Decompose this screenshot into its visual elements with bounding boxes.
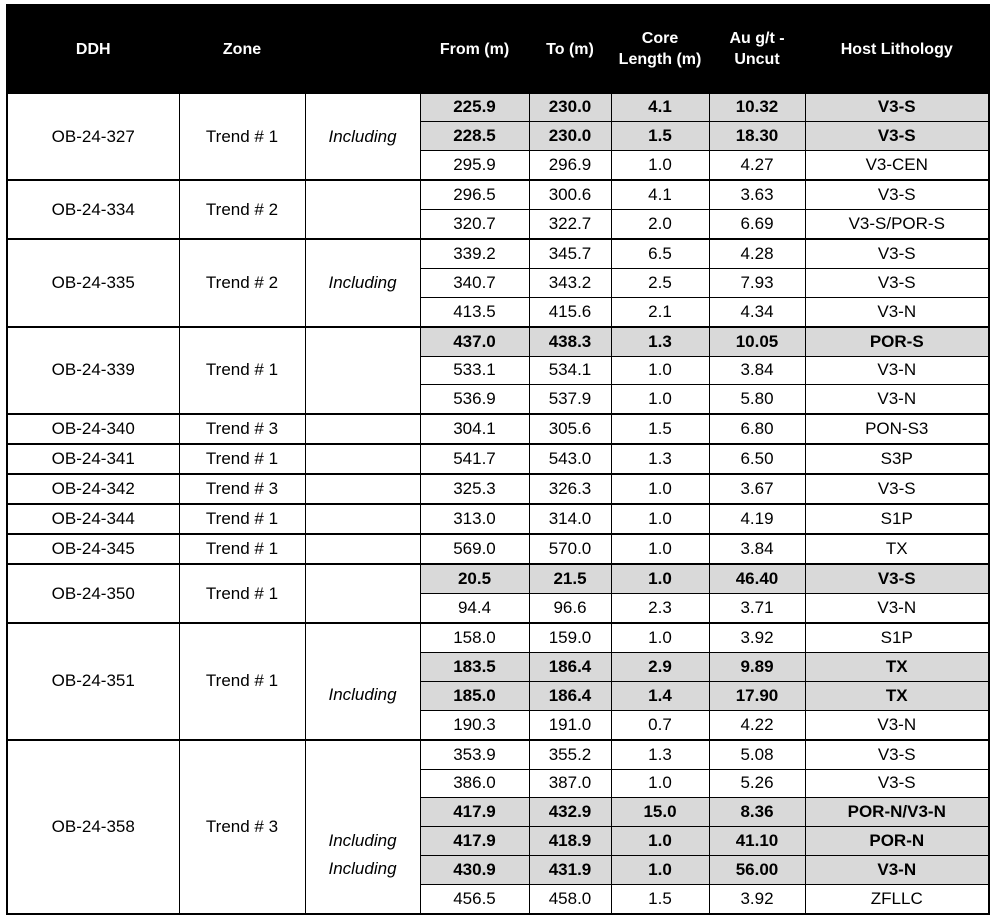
core-length-cell: 2.9 <box>611 652 709 681</box>
au-grade-cell: 5.80 <box>709 385 805 414</box>
core-length-cell: 1.0 <box>611 474 709 504</box>
table-row <box>7 180 989 209</box>
including-label <box>306 653 420 681</box>
from-cell: 339.2 <box>420 239 529 268</box>
ddh-cell: OB-24-339 <box>7 327 179 415</box>
table-row <box>7 504 989 534</box>
from-cell: 225.9 <box>420 93 529 122</box>
core-length-cell: 1.0 <box>611 564 709 593</box>
from-cell: 353.9 <box>420 740 529 769</box>
core-length-cell: 1.5 <box>611 885 709 914</box>
host-lithology-cell: V3-S <box>805 740 989 769</box>
from-cell: 190.3 <box>420 710 529 739</box>
au-grade-cell: 10.32 <box>709 93 805 122</box>
to-cell: 305.6 <box>529 414 611 444</box>
to-cell: 570.0 <box>529 534 611 564</box>
to-cell: 314.0 <box>529 504 611 534</box>
au-grade-cell: 4.22 <box>709 710 805 739</box>
au-grade-cell: 3.84 <box>709 356 805 385</box>
ddh-cell: OB-24-350 <box>7 564 179 623</box>
ddh-cell: OB-24-334 <box>7 180 179 239</box>
host-lithology-cell: V3-N <box>805 710 989 739</box>
including-label <box>306 182 420 210</box>
ddh-cell: OB-24-344 <box>7 504 179 534</box>
including-label: Including <box>328 830 397 850</box>
from-cell: 304.1 <box>420 414 529 444</box>
header-to: To (m) <box>529 5 611 93</box>
from-cell: 456.5 <box>420 885 529 914</box>
core-length-cell: 1.5 <box>611 414 709 444</box>
including-label: Including <box>328 272 397 292</box>
host-lithology-cell: TX <box>805 652 989 681</box>
ddh-cell: OB-24-327 <box>7 93 179 180</box>
table-row <box>7 564 989 593</box>
including-cell <box>305 414 420 444</box>
drill-results-table <box>6 4 990 915</box>
including-cell <box>305 534 420 564</box>
core-length-cell: 1.0 <box>611 623 709 652</box>
au-grade-cell: 56.00 <box>709 856 805 885</box>
header-host: Host Lithology <box>805 5 989 93</box>
from-cell: 183.5 <box>420 652 529 681</box>
including-label <box>306 535 420 563</box>
core-length-cell: 2.5 <box>611 268 709 297</box>
from-cell: 569.0 <box>420 534 529 564</box>
au-grade-cell: 3.92 <box>709 885 805 914</box>
host-lithology-cell: V3-S <box>805 93 989 122</box>
core-length-cell: 1.0 <box>611 769 709 798</box>
including-label <box>306 505 420 533</box>
including-cell <box>305 327 420 415</box>
host-lithology-cell: V3-S <box>805 474 989 504</box>
including-label <box>306 241 420 269</box>
header-au-line1: Au g/t - <box>729 30 785 48</box>
host-lithology-cell: PON-S3 <box>805 414 989 444</box>
host-lithology-cell: ZFLLC <box>805 885 989 914</box>
table-body <box>7 93 989 914</box>
header-zone: Zone <box>179 5 305 93</box>
including-label <box>306 883 420 911</box>
including-cell <box>305 180 420 239</box>
including-label: Including <box>328 126 397 146</box>
host-lithology-cell: V3-N <box>805 385 989 414</box>
ddh-cell: OB-24-351 <box>7 623 179 740</box>
host-lithology-cell: V3-N <box>805 297 989 326</box>
including-label <box>306 445 420 473</box>
including-label <box>306 328 420 356</box>
to-cell: 418.9 <box>529 827 611 856</box>
host-lithology-cell: TX <box>805 681 989 710</box>
to-cell: 343.2 <box>529 268 611 297</box>
au-grade-cell: 4.28 <box>709 239 805 268</box>
zone-cell: Trend # 2 <box>179 180 305 239</box>
table-row <box>7 474 989 504</box>
including-label <box>306 743 420 771</box>
from-cell: 417.9 <box>420 827 529 856</box>
including-label <box>306 151 420 179</box>
including-label <box>306 356 420 384</box>
zone-cell: Trend # 3 <box>179 474 305 504</box>
au-grade-cell: 6.80 <box>709 414 805 444</box>
zone-cell: Trend # 3 <box>179 740 305 914</box>
au-grade-cell: 3.92 <box>709 623 805 652</box>
header-core-length <box>611 5 709 93</box>
header-au-line2: Uncut <box>734 51 780 69</box>
header-from: From (m) <box>420 5 529 93</box>
au-grade-cell: 5.08 <box>709 740 805 769</box>
table-row <box>7 414 989 444</box>
from-cell: 533.1 <box>420 356 529 385</box>
from-cell: 340.7 <box>420 268 529 297</box>
core-length-cell: 1.3 <box>611 740 709 769</box>
to-cell: 534.1 <box>529 356 611 385</box>
zone-cell: Trend # 1 <box>179 93 305 180</box>
au-grade-cell: 4.34 <box>709 297 805 326</box>
to-cell: 458.0 <box>529 885 611 914</box>
to-cell: 322.7 <box>529 210 611 239</box>
ddh-cell: OB-24-342 <box>7 474 179 504</box>
from-cell: 94.4 <box>420 594 529 623</box>
to-cell: 387.0 <box>529 769 611 798</box>
header-au <box>709 5 805 93</box>
including-label <box>306 594 420 622</box>
to-cell: 230.0 <box>529 122 611 151</box>
core-length-cell: 1.0 <box>611 827 709 856</box>
to-cell: 21.5 <box>529 564 611 593</box>
core-length-cell: 1.0 <box>611 151 709 180</box>
from-cell: 413.5 <box>420 297 529 326</box>
to-cell: 96.6 <box>529 594 611 623</box>
including-label <box>306 297 420 325</box>
including-cell <box>305 740 420 914</box>
table-row <box>7 740 989 769</box>
including-label <box>306 415 420 443</box>
from-cell: 417.9 <box>420 798 529 827</box>
au-grade-cell: 46.40 <box>709 564 805 593</box>
including-cell <box>305 239 420 327</box>
zone-cell: Trend # 3 <box>179 414 305 444</box>
host-lithology-cell: V3-S <box>805 268 989 297</box>
from-cell: 536.9 <box>420 385 529 414</box>
host-lithology-cell: POR-N/V3-N <box>805 798 989 827</box>
au-grade-cell: 9.89 <box>709 652 805 681</box>
au-grade-cell: 3.67 <box>709 474 805 504</box>
from-cell: 20.5 <box>420 564 529 593</box>
au-grade-cell: 3.84 <box>709 534 805 564</box>
au-grade-cell: 5.26 <box>709 769 805 798</box>
au-grade-cell: 41.10 <box>709 827 805 856</box>
including-label <box>306 799 420 827</box>
table-row <box>7 93 989 122</box>
core-length-cell: 4.1 <box>611 93 709 122</box>
from-cell: 295.9 <box>420 151 529 180</box>
core-length-cell: 1.0 <box>611 356 709 385</box>
core-length-cell: 1.0 <box>611 534 709 564</box>
to-cell: 415.6 <box>529 297 611 326</box>
from-cell: 158.0 <box>420 623 529 652</box>
host-lithology-cell: TX <box>805 534 989 564</box>
including-cell <box>305 444 420 474</box>
from-cell: 437.0 <box>420 327 529 356</box>
core-length-cell: 0.7 <box>611 710 709 739</box>
host-lithology-cell: V3-N <box>805 356 989 385</box>
including-label <box>306 384 420 412</box>
core-length-cell: 1.3 <box>611 327 709 356</box>
au-grade-cell: 4.27 <box>709 151 805 180</box>
host-lithology-cell: V3-S <box>805 122 989 151</box>
from-cell: 185.0 <box>420 681 529 710</box>
zone-cell: Trend # 2 <box>179 239 305 327</box>
zone-cell: Trend # 1 <box>179 327 305 415</box>
core-length-cell: 2.0 <box>611 210 709 239</box>
including-label <box>306 625 420 653</box>
from-cell: 386.0 <box>420 769 529 798</box>
including-label: Including <box>328 685 397 705</box>
to-cell: 345.7 <box>529 239 611 268</box>
to-cell: 432.9 <box>529 798 611 827</box>
including-cell <box>305 564 420 623</box>
au-grade-cell: 10.05 <box>709 327 805 356</box>
host-lithology-cell: V3-S <box>805 769 989 798</box>
host-lithology-cell: V3-S <box>805 239 989 268</box>
core-length-cell: 6.5 <box>611 239 709 268</box>
including-cell <box>305 474 420 504</box>
host-lithology-cell: S1P <box>805 504 989 534</box>
ddh-cell: OB-24-341 <box>7 444 179 474</box>
core-length-cell: 2.3 <box>611 594 709 623</box>
including-cell <box>305 623 420 740</box>
host-lithology-cell: POR-N <box>805 827 989 856</box>
table-row <box>7 623 989 652</box>
core-length-cell: 4.1 <box>611 180 709 209</box>
to-cell: 230.0 <box>529 93 611 122</box>
au-grade-cell: 7.93 <box>709 268 805 297</box>
au-grade-cell: 3.63 <box>709 180 805 209</box>
header-blank <box>305 5 420 93</box>
to-cell: 326.3 <box>529 474 611 504</box>
from-cell: 325.3 <box>420 474 529 504</box>
core-length-cell: 1.3 <box>611 444 709 474</box>
au-grade-cell: 8.36 <box>709 798 805 827</box>
including-label <box>306 566 420 594</box>
table-row <box>7 534 989 564</box>
core-length-cell: 1.4 <box>611 681 709 710</box>
including-label <box>306 771 420 799</box>
including-label <box>306 475 420 503</box>
ddh-cell: OB-24-340 <box>7 414 179 444</box>
au-grade-cell: 17.90 <box>709 681 805 710</box>
ddh-cell: OB-24-335 <box>7 239 179 327</box>
table-row <box>7 444 989 474</box>
core-length-cell: 1.5 <box>611 122 709 151</box>
including-cell <box>305 504 420 534</box>
au-grade-cell: 6.69 <box>709 210 805 239</box>
including-label <box>306 709 420 737</box>
including-label <box>306 95 420 123</box>
host-lithology-cell: V3-CEN <box>805 151 989 180</box>
to-cell: 300.6 <box>529 180 611 209</box>
zone-cell: Trend # 1 <box>179 444 305 474</box>
from-cell: 228.5 <box>420 122 529 151</box>
core-length-cell: 2.1 <box>611 297 709 326</box>
to-cell: 438.3 <box>529 327 611 356</box>
header-core-line1: Core <box>641 30 679 48</box>
to-cell: 537.9 <box>529 385 611 414</box>
table-header <box>7 5 989 93</box>
host-lithology-cell: V3-N <box>805 856 989 885</box>
au-grade-cell: 4.19 <box>709 504 805 534</box>
from-cell: 313.0 <box>420 504 529 534</box>
from-cell: 541.7 <box>420 444 529 474</box>
including-cell <box>305 93 420 180</box>
header-ddh: DDH <box>7 5 179 93</box>
zone-cell: Trend # 1 <box>179 504 305 534</box>
core-length-cell: 1.0 <box>611 856 709 885</box>
including-label: Including <box>328 858 397 878</box>
to-cell: 543.0 <box>529 444 611 474</box>
to-cell: 186.4 <box>529 652 611 681</box>
host-lithology-cell: POR-S <box>805 327 989 356</box>
zone-cell: Trend # 1 <box>179 534 305 564</box>
from-cell: 320.7 <box>420 210 529 239</box>
to-cell: 159.0 <box>529 623 611 652</box>
from-cell: 430.9 <box>420 856 529 885</box>
host-lithology-cell: S3P <box>805 444 989 474</box>
au-grade-cell: 3.71 <box>709 594 805 623</box>
ddh-cell: OB-24-345 <box>7 534 179 564</box>
table-row <box>7 327 989 356</box>
zone-cell: Trend # 1 <box>179 623 305 740</box>
zone-cell: Trend # 1 <box>179 564 305 623</box>
ddh-cell: OB-24-358 <box>7 740 179 914</box>
host-lithology-cell: V3-S <box>805 180 989 209</box>
to-cell: 296.9 <box>529 151 611 180</box>
host-lithology-cell: V3-S/POR-S <box>805 210 989 239</box>
to-cell: 191.0 <box>529 710 611 739</box>
to-cell: 431.9 <box>529 856 611 885</box>
core-length-cell: 1.0 <box>611 504 709 534</box>
core-length-cell: 1.0 <box>611 385 709 414</box>
including-label <box>306 210 420 238</box>
header-core-line2: Length (m) <box>618 51 702 69</box>
au-grade-cell: 6.50 <box>709 444 805 474</box>
from-cell: 296.5 <box>420 180 529 209</box>
host-lithology-cell: S1P <box>805 623 989 652</box>
to-cell: 355.2 <box>529 740 611 769</box>
core-length-cell: 15.0 <box>611 798 709 827</box>
table-row <box>7 239 989 268</box>
host-lithology-cell: V3-S <box>805 564 989 593</box>
au-grade-cell: 18.30 <box>709 122 805 151</box>
to-cell: 186.4 <box>529 681 611 710</box>
host-lithology-cell: V3-N <box>805 594 989 623</box>
